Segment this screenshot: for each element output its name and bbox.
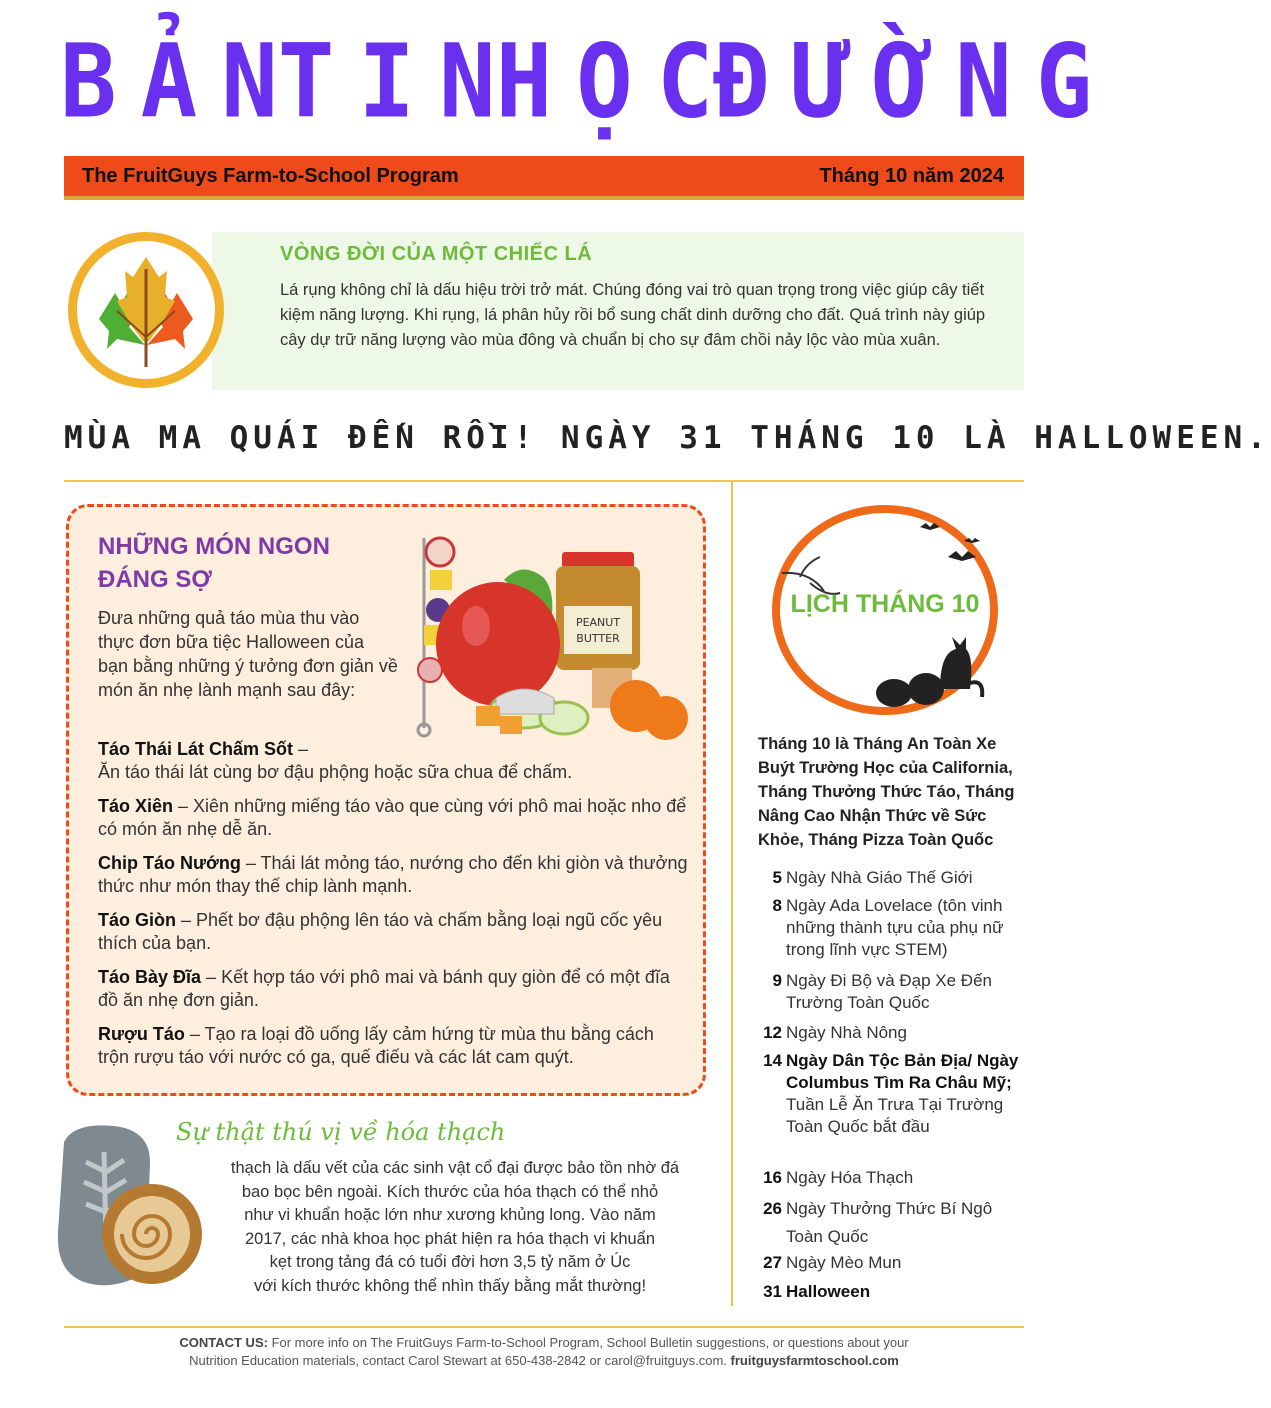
treats-intro: Đưa những quả táo mùa thu vào thực đơn bữa tiệc Halloween của bạn bằng những ý tưởng đơn giản về món ăn nhẹ lành mạnh sau đây: <box>98 608 398 700</box>
masthead-word: T I N <box>277 23 496 142</box>
treat-name: Táo Xiên <box>98 796 174 816</box>
jar-label: PEANUT <box>575 616 621 629</box>
event-text: Ngày Nhà Nông <box>786 1023 907 1042</box>
treat-desc: Tạo ra loại đồ uống lấy cảm hứng từ mùa thu bằng cách trộn rượu táo với nước có ga, quế điếu và các lát cam quýt. <box>98 1024 654 1067</box>
calendar-event <box>750 895 1030 961</box>
treat-desc: Thái lát mỏng táo, nướng cho đến khi giòn và thưởng thức như món thay thế chip lành mạnh. <box>98 853 688 896</box>
masthead-word: H Ọ C <box>495 23 714 142</box>
calendar-intro: Tháng 10 là Tháng An Toàn Xe Buýt Trường Học của California, Tháng Thưởng Thức Táo, Tháng Nâng Cao Nhận Thức về Sức Khỏe, Tháng Pizza Toàn Quốc <box>758 735 1015 849</box>
treat-desc: Xiên những miếng táo vào que cùng với phô mai hoặc nho để có món ăn nhẹ dễ ăn. <box>98 796 687 839</box>
calendar-title: LỊCH THÁNG 10 <box>790 590 980 618</box>
event-day: 9 <box>772 971 782 990</box>
treat-name: Chip Táo Nướng <box>98 853 241 873</box>
calendar-event <box>750 1195 1030 1251</box>
treat-item: Chip Táo Nướng – Thái lát mỏng táo, nướng cho đến khi giòn và thưởng thức như món thay thế chip lành mạnh. <box>98 853 688 896</box>
calendar-event <box>750 970 1030 1014</box>
masthead-word: B Ả N <box>60 23 278 142</box>
masthead-word: Đ Ư Ờ N G <box>713 23 1093 142</box>
program-name: The FruitGuys Farm-to-School Program <box>82 164 459 187</box>
fossil-title: Sự thật thú vị về hóa thạch <box>176 1118 506 1146</box>
calendar-event <box>750 1252 1030 1274</box>
event-day: 14 <box>763 1051 782 1070</box>
calendar-event <box>750 1281 1030 1303</box>
event-text: Tuần Lễ Ăn Trưa Tại Trường Toàn Quốc bắt đầu <box>786 1095 1004 1136</box>
treat-item: Táo Giòn – Phết bơ đậu phộng lên táo và chấm bằng loại ngũ cốc yêu thích của bạn. <box>98 910 663 953</box>
event-highlight: Ngày Dân Tộc Bản Địa/ Ngày Columbus Tìm Ra Châu Mỹ; <box>786 1051 1019 1092</box>
event-highlight: Halloween <box>786 1282 871 1301</box>
divider <box>64 1326 1024 1328</box>
apple-snacks-illustration <box>404 530 694 744</box>
event-text: Ngày Nhà Giáo Thế Giới <box>786 868 973 887</box>
treat-desc: Phết bơ đậu phộng lên táo và chấm bằng loại ngũ cốc yêu thích của bạn. <box>98 910 663 953</box>
fossil-body: thạch là dấu vết của các sinh vật cổ đại được bảo tồn nhờ đá bao bọc bên ngoài. Kích thước của hóa thạch có thể nhỏ như vi khuẩn hoặc lớn như xương khủng long. Vào năm 2017, các nhà khoa học phát hiện ra hóa thạch vi khuẩn kẹt trong tảng đá có tuổi đời hơn 3,5 tỷ năm ở Úc với kích thước không thể nhìn thấy bằng mắt thường! <box>230 1159 680 1295</box>
calendar-event <box>750 867 1030 889</box>
treat-item: Táo Bày Đĩa – Kết hợp táo với phô mai và bánh quy giòn để có một đĩa đồ ăn nhẹ đơn giản. <box>98 967 670 1010</box>
event-text: Ngày Mèo Mun <box>786 1253 902 1272</box>
calendar-event <box>750 1022 1030 1044</box>
treat-desc: Kết hợp táo với phô mai và bánh quy giòn để có một đĩa đồ ăn nhẹ đơn giản. <box>98 967 670 1010</box>
treat-name: Táo Bày Đĩa <box>98 967 202 987</box>
jar-label: BUTTER <box>576 632 620 645</box>
event-day: 26 <box>763 1199 782 1218</box>
masthead-title <box>60 23 1093 142</box>
column-divider <box>731 480 733 1306</box>
fossil-icon <box>54 1122 204 1298</box>
treat-item: Rượu Táo – Tạo ra loại đồ uống lấy cảm hứng từ mùa thu bằng cách trộn rượu táo với nước có ga, quế điếu và các lát cam quýt. <box>98 1024 654 1067</box>
treat-desc: Ăn táo thái lát cùng bơ đậu phộng hoặc sữa chua để chấm. <box>98 762 573 782</box>
event-text: Ngày Ada Lovelace (tôn vinh những thành tựu của phụ nữ trong lĩnh vực STEM) <box>786 896 1004 959</box>
event-day: 12 <box>763 1023 782 1042</box>
event-day: 27 <box>763 1253 782 1272</box>
contact-label: CONTACT US: <box>179 1335 268 1350</box>
event-day: 31 <box>763 1282 782 1301</box>
event-day: 5 <box>772 868 782 887</box>
contact-footer: CONTACT US: For more info on The FruitGuys Farm-to-School Program, School Bulletin suggestions, or questions about your Nutrition Education materials, contact Carol Stewart at 650-438-2842 or carol@fruitguys.com. fruitguysfarmtoschool.com <box>179 1335 909 1368</box>
issue-date: Tháng 10 năm 2024 <box>819 164 1004 187</box>
treat-name: Rượu Táo <box>98 1024 185 1044</box>
event-day: 16 <box>763 1168 782 1187</box>
event-day: 8 <box>772 896 782 915</box>
calendar-event <box>750 1167 1030 1189</box>
event-text: Ngày Thưởng Thức Bí Ngô Toàn Quốc <box>786 1199 993 1246</box>
treat-name: Táo Giòn <box>98 910 176 930</box>
program-banner <box>64 156 1024 200</box>
autumn-leaves-icon <box>68 232 224 388</box>
event-text: Ngày Đi Bộ và Đạp Xe Đến Trường Toàn Quốc <box>786 971 992 1012</box>
halloween-heading: MÙA MA QUÁI ĐẾN RỒI! NGÀY 31 THÁNG 10 LÀ HALLOWEEN. <box>64 420 1271 456</box>
leaf-section-title: VÒNG ĐỜI CỦA MỘT CHIẾC LÁ <box>280 243 593 265</box>
leaf-section-body: Lá rụng không chỉ là dấu hiệu trời trở mát. Chúng đóng vai trò quan trọng trong việc giúp cây tiết kiệm năng lượng. Khi rụng, lá phân hủy rồi bổ sung chất dinh dưỡng cho đất. Quá trình này giúp cây dự trữ năng lượng vào mùa đông và chuẩn bị cho sự đâm chồi nảy lộc vào mùa xuân. <box>280 281 986 349</box>
calendar-event <box>750 1050 1030 1138</box>
treat-item: Táo Thái Lát Chấm Sốt – Ăn táo thái lát cùng bơ đậu phộng hoặc sữa chua để chấm. <box>98 739 573 782</box>
treats-title: NHỮNG MÓN NGON ĐÁNG SỢ <box>98 533 330 593</box>
treat-item: Táo Xiên – Xiên những miếng táo vào que cùng với phô mai hoặc nho để có món ăn nhẹ dễ ăn. <box>98 796 687 839</box>
event-text: Ngày Hóa Thạch <box>786 1168 914 1187</box>
treat-name: Táo Thái Lát Chấm Sốt <box>98 739 294 759</box>
divider <box>64 480 1024 482</box>
website-link[interactable]: fruitguysfarmtoschool.com <box>730 1353 899 1368</box>
